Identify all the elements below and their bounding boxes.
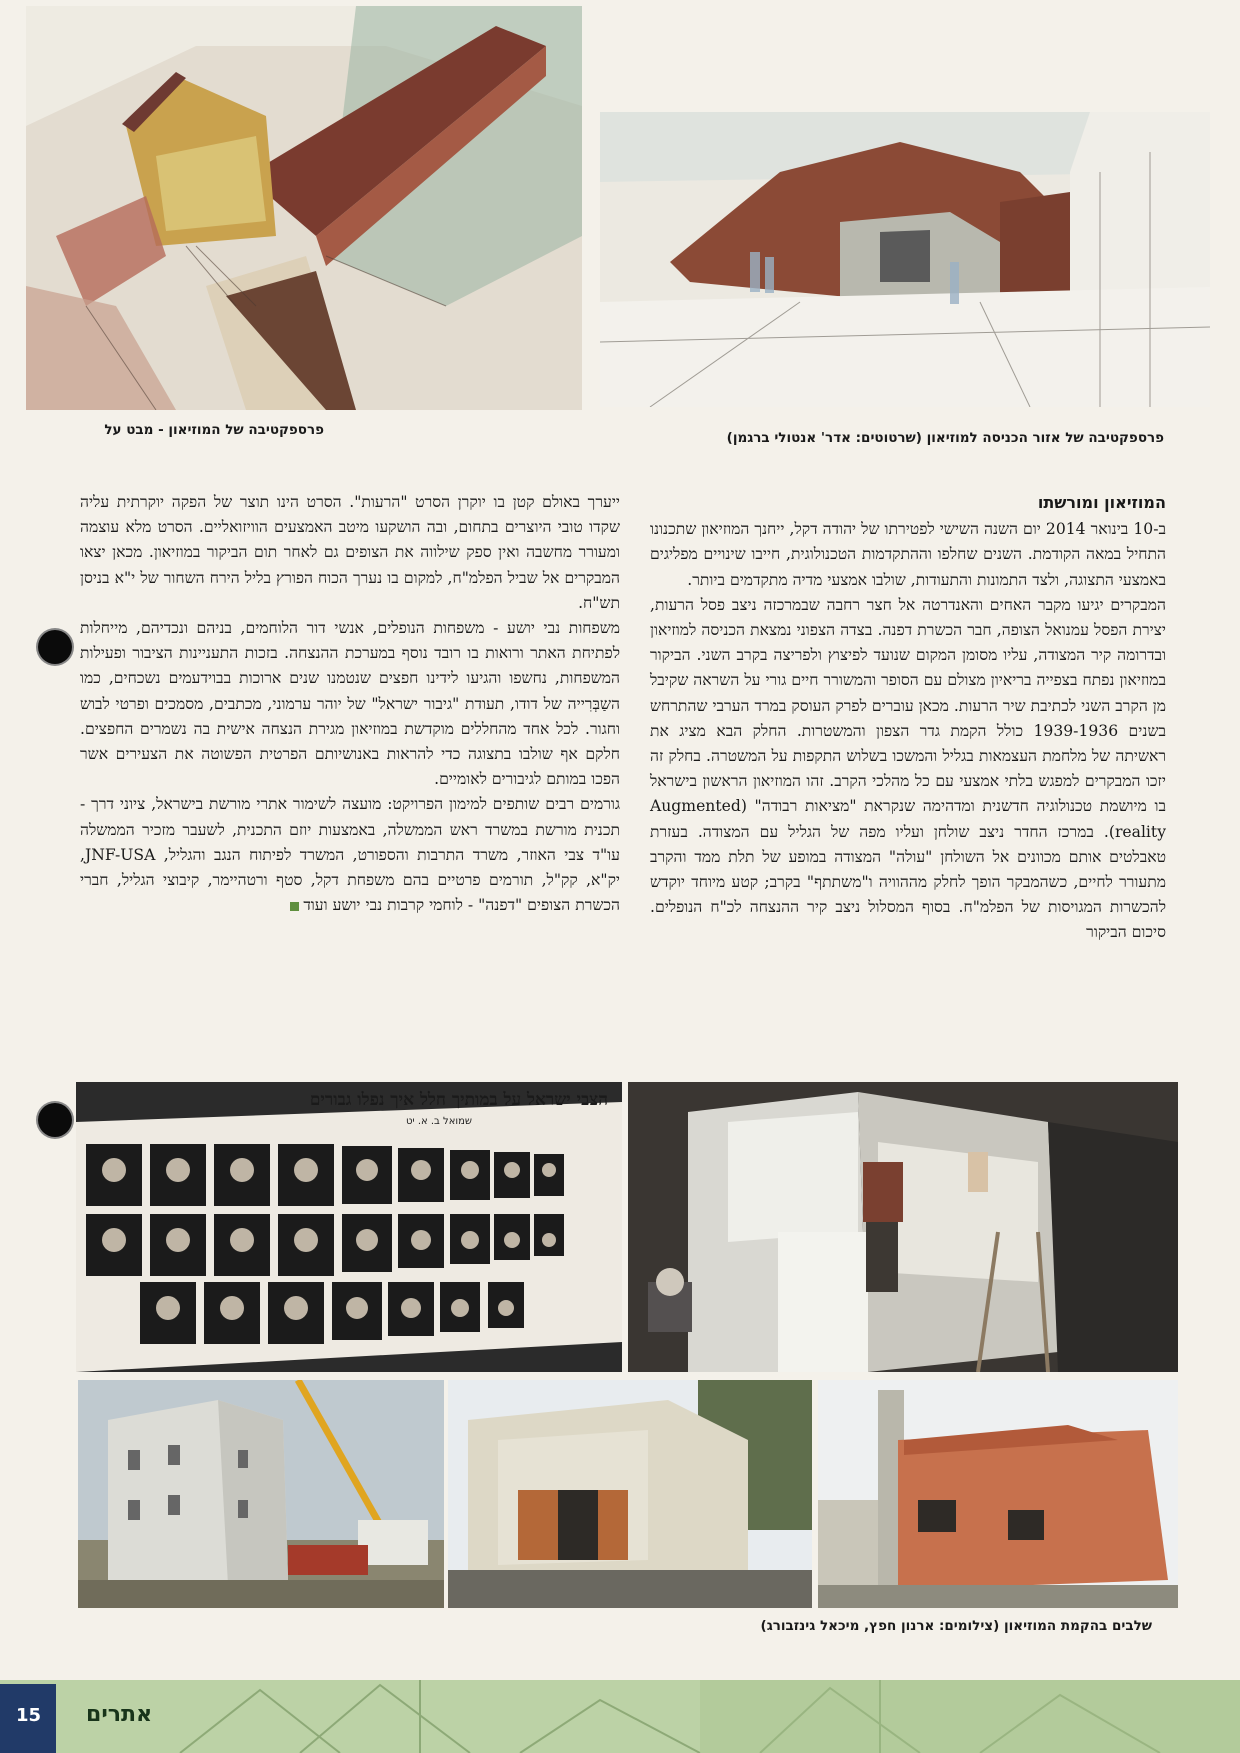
construction-crane-photo	[78, 1380, 444, 1608]
construction-roof-photo	[818, 1380, 1178, 1608]
left-paragraph-2: משפחות נבי יושע - משפחות הנופלים, אנשי דור הלוחמים, בניהם ונכדיהם, מייחלות לפתיחת האתר ורואות בו רובד נוסף במערכת ההנצחה. בזכות התעניינות הציבור ופעילות המשפחות, נחשפו והגיעו לידינו חפצים שנטמנו שנים ארוכות בבוידעמים נשכחים, כמו השַבְּרִייה של דודו, תעודת "גיבור ישראל" של יוהר ערמוני, מכתבים, מסמכים ופרטי לבוש וחגור. לכל אחד מהחללים מוקדשת במוזיאון מגירת הנצחה אישית בה נשמרים החפצים. חלקם אף שולבו בתצוגה כדי להראות באנושיותם הפרטית הפשוטה את הצעירים אשר הפכו במותם לגיבורים לאומיים.	[80, 619, 620, 789]
caption-perspective-entrance: פרספקטיבה של אזור הכניסה למוזיאון (שרטוטים: אדר' אנטולי ברגמן)	[726, 430, 1164, 446]
footer-band	[0, 1680, 1240, 1753]
binder-hole-bottom	[38, 1103, 72, 1137]
binder-hole-top	[38, 630, 72, 664]
article-left-column	[80, 490, 620, 918]
right-paragraph-2: המבקרים יגיעו מקבר האחים והאנדרטה אל חצר רחבה שבמרכזה ניצב פסל הרעות, יצירת הפסל עמנואל הצופה, חבר הכשרת דפנה. בצדה הצפוני נמצאת הכניסה למוזיאון ובדרומה קיר המצודה, עליו מסומן המקום שנועד לפיצוץ ולפריצה בקרב השני. הביקור במוזיאון נפתח בצפייה בריאיון מצולם עם הסופר והמשורר חיים גורי על השראה שקיבל מן הקרב השני לכתיבת שיר הרעות. מכאן עוברים לפרק העוסק במרד הערבי שהתרחש בשנים 1939-1936 כולל הקמת גדר הצפון והמשטרות. החלק הבא מציג את ראשיתה של מלחמת העצמאות בגליל והמשכו בשלוש התקפות על המשטרה. בחלק זה יזכו המבקרים למפגש בלתי אמצעי עם כל מהלכי הקרב. זהו המוזיאון הראשון בישראל בו מיושמת טכנולוגיה חדשנית ומדהימה שנקראת "מציאות רבודה" (Augmented reality). במרכז החדר ניצב שולחן ועליו מפה של הגליל עם המצודה. בעזרת טאבלטים אותם מכוונים אל השולחן "עולה" המצודה במופע של תלת ממד והקרב מתעורר לחיים, כשהמבקר הופך לחלק מההוויה ו"משתתף" בקרב; קטע מיוחד יוקדש להכשרות המגויסות של הפלמ"ח. בסוף המסלול ניצב קיר ההנצחה לכ"ח הנופלים. סיכום הביקור	[650, 595, 1166, 942]
page-number: 15	[16, 1705, 42, 1726]
left-paragraph-1: ייערך באולם קטן בו יוקרן הסרט "הרעות". הסרט הינו תוצר של הפקה יוקרתית עליה שקדו טובי היוצרים בתחום, ובה הושקעו מיטב האמצעים הוויזואליים. הסרט מלא עוצמה ומעורר מחשבה ואין ספק שילווה את הצופים גם לאחר תום הביקור במוזיאון. מכאן יצאו המבקרים אל שביל הפלמ"ח, למקום בו נערך הכוח הפורץ בליל הירח השחור של י"א בניסן תש"ח.	[80, 493, 620, 612]
article-right-column	[650, 490, 1166, 946]
caption-perspective-top: פרספקטיבה של המוזיאון - מבט על	[104, 422, 324, 438]
left-paragraph-3	[80, 792, 620, 918]
caption-construction: שלבים בהקמת המוזיאון (צילומים: ארנון חפץ, מיכאל גינזבורג)	[760, 1618, 1152, 1634]
perspective-entrance-sketch	[600, 112, 1210, 407]
section-heading: המוזיאון ומורשתו	[1037, 493, 1166, 512]
memorial-wall-inscription: הצבי ישראל על במותיך חלל איך נפלו גבורים	[309, 1090, 608, 1110]
installation-workers-photo	[628, 1082, 1178, 1372]
magazine-name: אתרים	[86, 1702, 153, 1727]
right-paragraph-1: ב-10 בינואר 2014 יום השנה השישי לפטירתו של יהודה דקל, ייחנך המוזיאון שתכנונו התחיל במאה הקודמת. השנים שחלפו וההתקדמות הטכנולוגית, חייבו שינויים מפליגים באמצעי התצוגה, ולצד התמונות והתעודות, שולבו אמצעי מדיה מתקדמים ביותר.	[650, 520, 1166, 589]
construction-entrance-photo	[448, 1380, 812, 1608]
perspective-top-sketch	[26, 6, 582, 410]
end-of-article-icon	[290, 902, 299, 911]
memorial-wall-photo	[76, 1082, 622, 1372]
memorial-wall-source: שמואל ב. א. יט	[405, 1116, 472, 1127]
left-paragraph-3-text: גורמים רבים שותפים למימון הפרויקט: מועצה לשימור אתרי מורשת בישראל, ציוני דרך - תכנית מורשת במשרד ראש הממשלה, באמצעות יוזם התכנית, לשעבר מזכיר הממשלה עו"ד צבי האוזר, משרד התרבות והספורט, המשרד לפיתוח הנגב והגליל, JNF-USA, יק"א, קק"ל, תורמים פרטיים בהם משפחת דקל, סטף ורטהיימר, קיבוצי הגליל, חברי הכשרת הצופים "דפנה" - לוחמי קרבות נבי יושע ועוד	[80, 795, 620, 915]
